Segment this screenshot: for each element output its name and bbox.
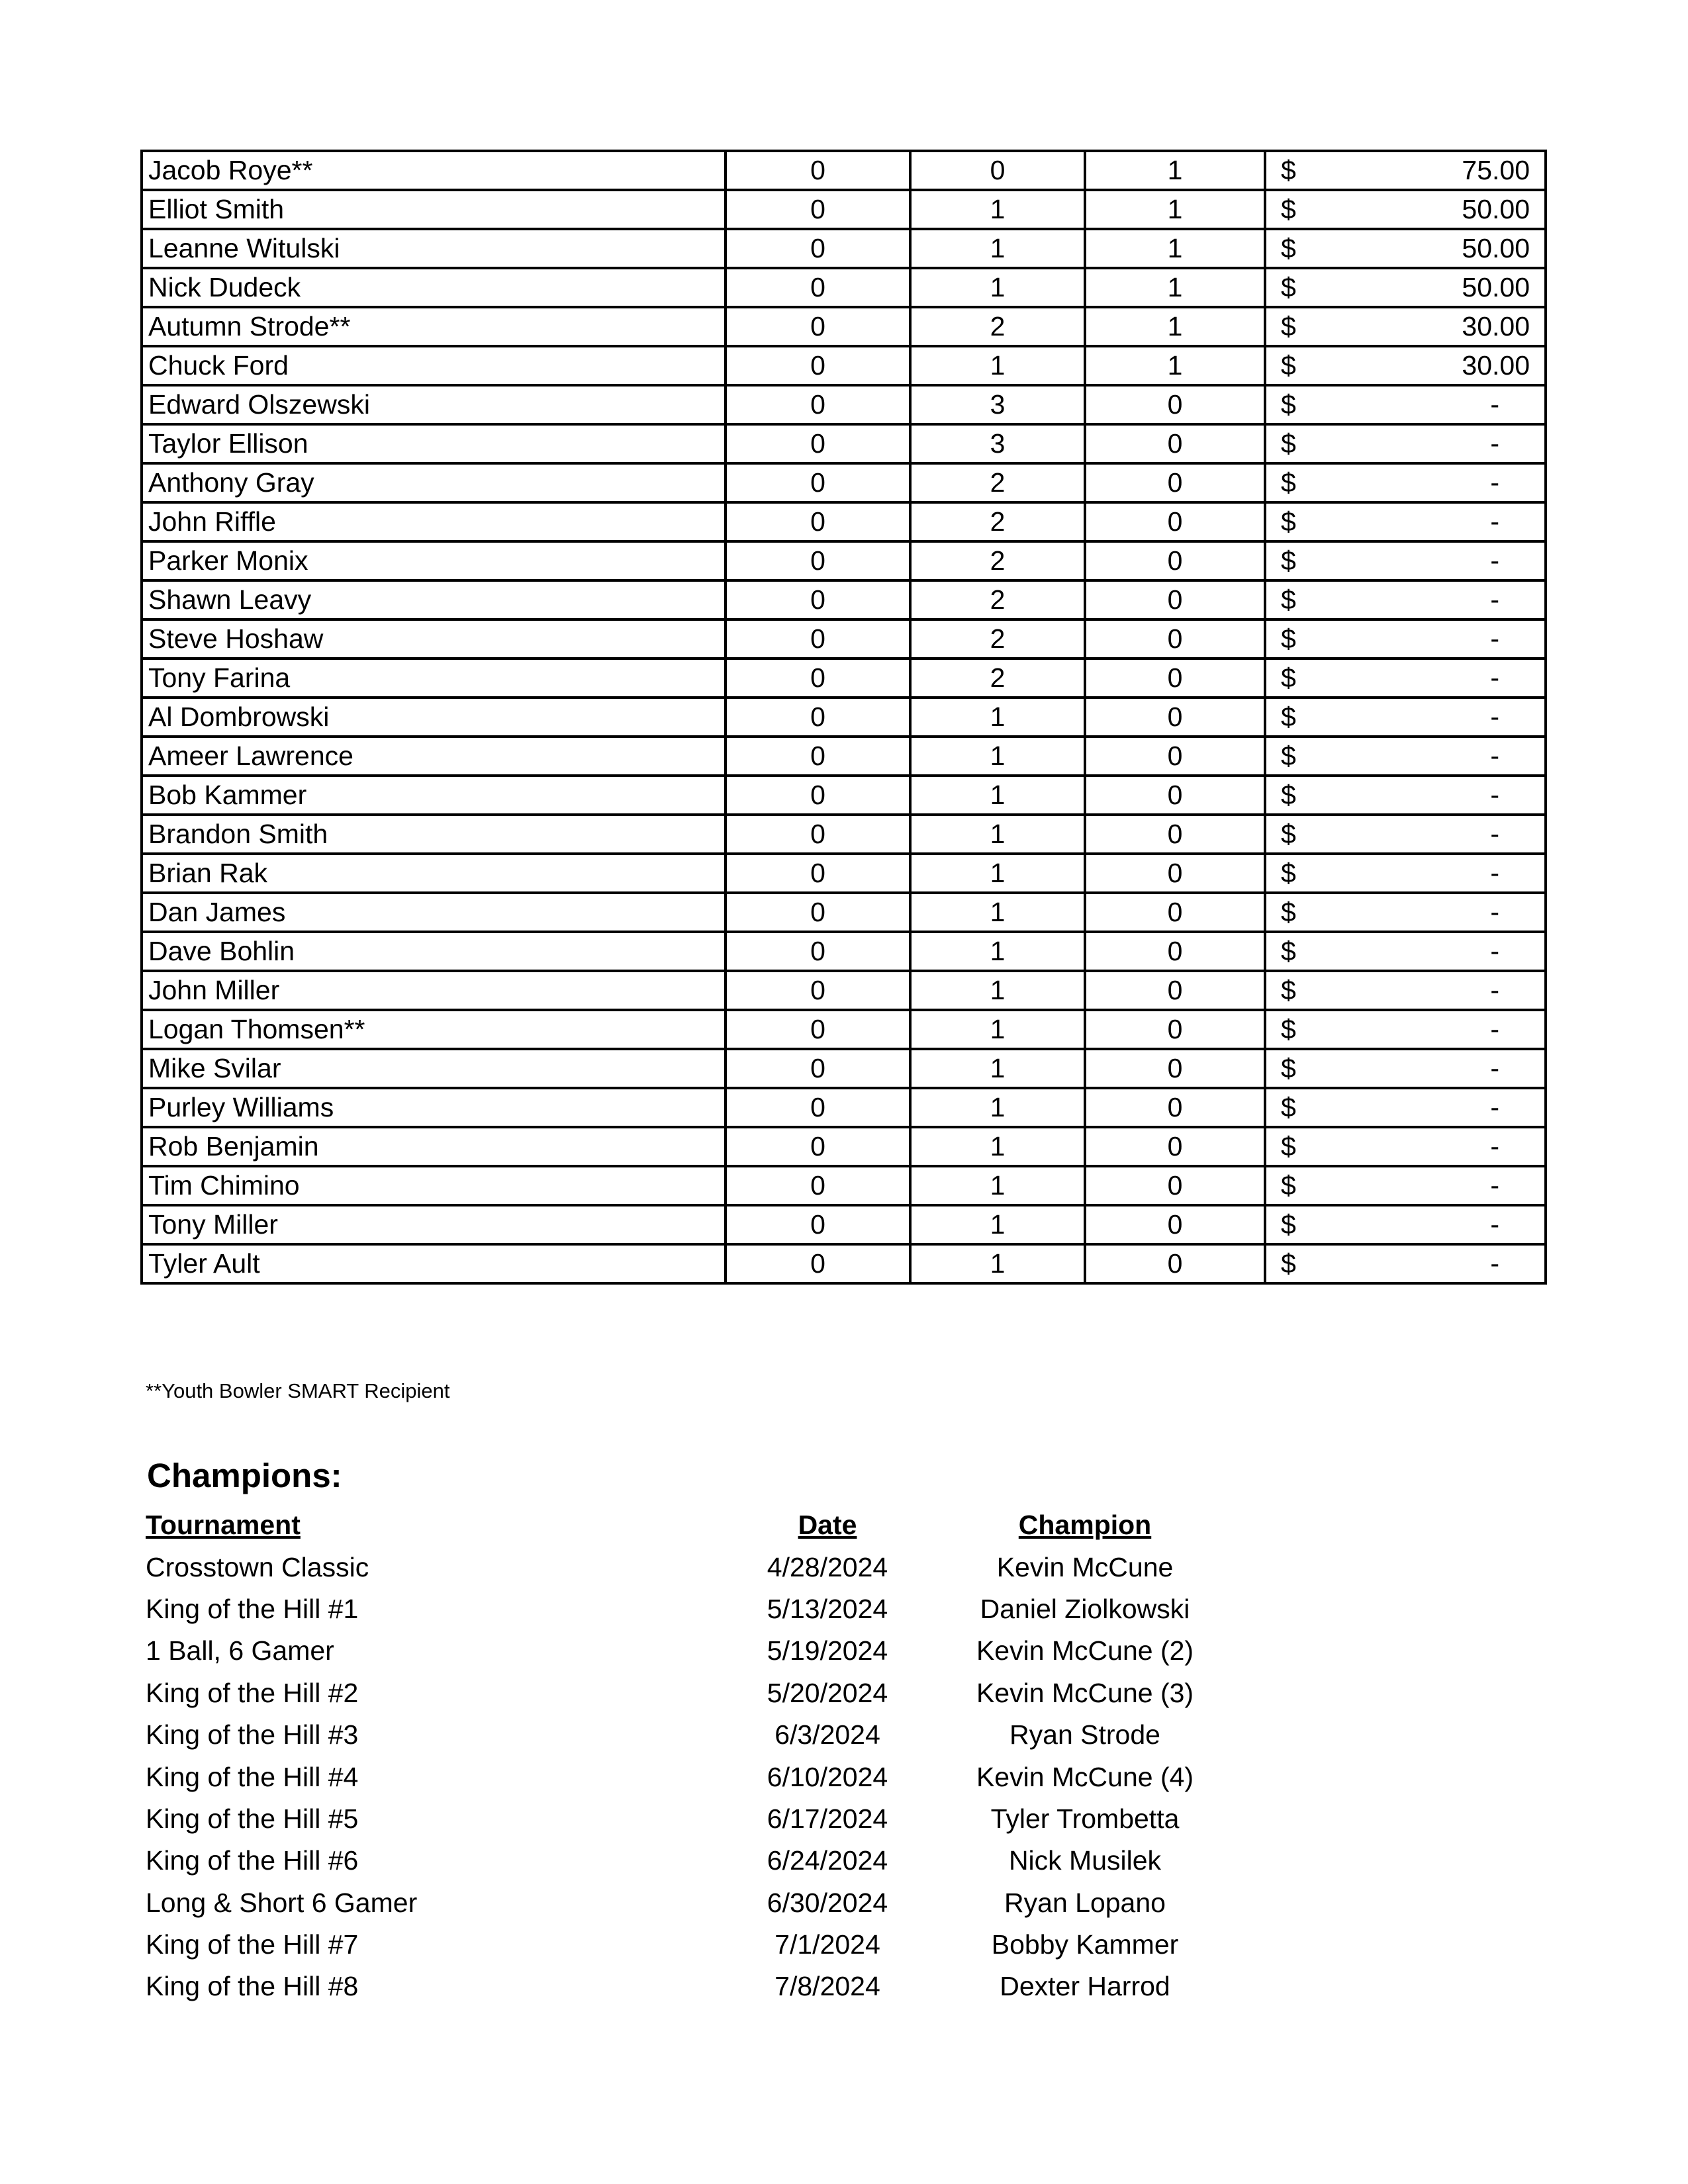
champion-name: Kevin McCune (4)	[976, 1761, 1194, 1792]
table-row	[142, 1049, 1546, 1088]
count-col-1: 0	[726, 1088, 910, 1127]
amount-value: 30.00	[1462, 350, 1530, 381]
amount-cell	[1265, 737, 1546, 776]
amount-cell	[1265, 619, 1546, 659]
table-row	[142, 893, 1546, 932]
amount-value: 30.00	[1462, 311, 1530, 341]
amount-value: -	[1490, 389, 1499, 420]
table-row	[142, 815, 1546, 854]
count-col-3: 0	[1085, 815, 1265, 854]
champion-row	[146, 1756, 1260, 1797]
amount-value: -	[1490, 1209, 1499, 1240]
table-row	[142, 151, 1546, 190]
amount-cell	[1265, 190, 1546, 229]
amount-cell	[1265, 1166, 1546, 1205]
table-row	[142, 619, 1546, 659]
currency-symbol: $	[1281, 1014, 1296, 1044]
amount-cell	[1265, 893, 1546, 932]
table-row	[142, 190, 1546, 229]
table-row	[142, 463, 1546, 502]
count-col-2: 1	[910, 893, 1085, 932]
count-col-1: 0	[726, 502, 910, 541]
count-col-3: 1	[1085, 307, 1265, 346]
bowler-name: Tim Chimino	[142, 1166, 726, 1205]
amount-value: -	[1490, 1092, 1499, 1122]
bowler-name: John Riffle	[142, 502, 726, 541]
count-col-3: 0	[1085, 659, 1265, 698]
count-col-3: 0	[1085, 502, 1265, 541]
table-row	[142, 229, 1546, 268]
count-col-3: 0	[1085, 424, 1265, 463]
amount-value: -	[1490, 1170, 1499, 1201]
count-col-2: 1	[910, 854, 1085, 893]
count-col-3: 0	[1085, 619, 1265, 659]
count-col-1: 0	[726, 424, 910, 463]
currency-symbol: $	[1281, 194, 1296, 224]
bowler-name: Steve Hoshaw	[142, 619, 726, 659]
tournament-date: 7/8/2024	[774, 1971, 880, 2002]
champion-row	[146, 1546, 1260, 1588]
champion-row	[146, 1882, 1260, 1924]
count-col-1: 0	[726, 1127, 910, 1166]
bowler-name: Elliot Smith	[142, 190, 726, 229]
bowler-name: Autumn Strode**	[142, 307, 726, 346]
bowler-name: Tyler Ault	[142, 1244, 726, 1283]
tournament-date: 6/24/2024	[767, 1845, 888, 1876]
count-col-1: 0	[726, 307, 910, 346]
tournament-name: King of the Hill #3	[146, 1719, 359, 1751]
count-col-2: 3	[910, 424, 1085, 463]
count-col-3: 0	[1085, 541, 1265, 580]
champions-header-row	[146, 1504, 1260, 1546]
bowler-name: Jacob Roye**	[142, 151, 726, 190]
amount-value: -	[1490, 584, 1499, 615]
champion-name: Kevin McCune (3)	[976, 1677, 1194, 1708]
amount-value: 50.00	[1462, 194, 1530, 224]
table-row	[142, 776, 1546, 815]
amount-value: -	[1490, 936, 1499, 966]
count-col-1: 0	[726, 893, 910, 932]
currency-symbol: $	[1281, 1131, 1296, 1161]
champion-name: Kevin McCune (2)	[976, 1635, 1194, 1666]
amount-cell	[1265, 1049, 1546, 1088]
count-col-1: 0	[726, 151, 910, 190]
count-col-1: 0	[726, 737, 910, 776]
count-col-3: 0	[1085, 1088, 1265, 1127]
count-col-2: 1	[910, 932, 1085, 971]
champion-name: Ryan Strode	[1009, 1719, 1160, 1751]
amount-value: -	[1490, 897, 1499, 927]
count-col-2: 2	[910, 463, 1085, 502]
count-col-1: 0	[726, 463, 910, 502]
count-col-3: 0	[1085, 1127, 1265, 1166]
count-col-3: 1	[1085, 190, 1265, 229]
amount-cell	[1265, 541, 1546, 580]
table-row	[142, 1127, 1546, 1166]
count-col-1: 0	[726, 1010, 910, 1049]
bowler-name: Al Dombrowski	[142, 698, 726, 737]
amount-cell	[1265, 424, 1546, 463]
bowler-name: Tony Miller	[142, 1205, 726, 1244]
champions-table	[146, 1504, 1260, 2008]
count-col-1: 0	[726, 268, 910, 307]
amount-value: -	[1490, 975, 1499, 1005]
count-col-3: 0	[1085, 971, 1265, 1010]
count-col-1: 0	[726, 698, 910, 737]
count-col-2: 1	[910, 776, 1085, 815]
champion-name: Ryan Lopano	[1004, 1887, 1166, 1918]
count-col-2: 1	[910, 737, 1085, 776]
count-col-3: 0	[1085, 1166, 1265, 1205]
amount-value: -	[1490, 1131, 1499, 1161]
count-col-3: 0	[1085, 776, 1265, 815]
currency-symbol: $	[1281, 467, 1296, 498]
count-col-1: 0	[726, 541, 910, 580]
currency-symbol: $	[1281, 662, 1296, 693]
currency-symbol: $	[1281, 311, 1296, 341]
bowler-name: Purley Williams	[142, 1088, 726, 1127]
amount-value: -	[1490, 506, 1499, 537]
currency-symbol: $	[1281, 545, 1296, 576]
count-col-2: 3	[910, 385, 1085, 424]
champion-name: Tyler Trombetta	[990, 1803, 1180, 1834]
amount-value: -	[1490, 780, 1499, 810]
count-col-1: 0	[726, 815, 910, 854]
count-col-3: 0	[1085, 1205, 1265, 1244]
amount-value: -	[1490, 819, 1499, 849]
tournament-name: King of the Hill #7	[146, 1929, 359, 1960]
currency-symbol: $	[1281, 506, 1296, 537]
count-col-3: 0	[1085, 385, 1265, 424]
count-col-2: 2	[910, 502, 1085, 541]
count-col-3: 1	[1085, 268, 1265, 307]
count-col-2: 1	[910, 346, 1085, 385]
table-row	[142, 502, 1546, 541]
count-col-2: 0	[910, 151, 1085, 190]
header-date: Date	[798, 1510, 857, 1541]
amount-value: -	[1490, 741, 1499, 771]
tournament-date: 5/13/2024	[767, 1593, 888, 1624]
table-row	[142, 1088, 1546, 1127]
tournament-date: 5/19/2024	[767, 1635, 888, 1666]
table-row	[142, 659, 1546, 698]
count-col-2: 1	[910, 190, 1085, 229]
currency-symbol: $	[1281, 1170, 1296, 1201]
table-row	[142, 385, 1546, 424]
tournament-date: 6/3/2024	[774, 1719, 880, 1751]
count-col-1: 0	[726, 1244, 910, 1283]
count-col-1: 0	[726, 229, 910, 268]
tournament-name: 1 Ball, 6 Gamer	[146, 1635, 334, 1666]
champions-heading: Champions:	[147, 1457, 342, 1494]
champion-name: Bobby Kammer	[991, 1929, 1179, 1960]
count-col-1: 0	[726, 932, 910, 971]
amount-value: -	[1490, 702, 1499, 732]
bowler-name: Leanne Witulski	[142, 229, 726, 268]
count-col-2: 1	[910, 1244, 1085, 1283]
count-col-1: 0	[726, 580, 910, 619]
count-col-3: 0	[1085, 463, 1265, 502]
table-row	[142, 424, 1546, 463]
count-col-3: 0	[1085, 893, 1265, 932]
tournament-date: 6/30/2024	[767, 1887, 888, 1918]
amount-cell	[1265, 815, 1546, 854]
tournament-name: King of the Hill #2	[146, 1677, 359, 1708]
tournament-date: 7/1/2024	[774, 1929, 880, 1960]
champion-row	[146, 1798, 1260, 1840]
bowler-name: Logan Thomsen**	[142, 1010, 726, 1049]
amount-value: -	[1490, 1014, 1499, 1044]
tournament-name: Long & Short 6 Gamer	[146, 1887, 418, 1918]
bowler-name: Rob Benjamin	[142, 1127, 726, 1166]
amount-value: -	[1490, 428, 1499, 459]
bowler-name: Edward Olszewski	[142, 385, 726, 424]
bowler-name: Dave Bohlin	[142, 932, 726, 971]
count-col-3: 0	[1085, 1049, 1265, 1088]
table-row	[142, 698, 1546, 737]
count-col-3: 0	[1085, 1244, 1265, 1283]
count-col-1: 0	[726, 619, 910, 659]
currency-symbol: $	[1281, 741, 1296, 771]
champion-name: Kevin McCune	[996, 1551, 1174, 1582]
table-row	[142, 1244, 1546, 1283]
champion-name: Nick Musilek	[1008, 1845, 1162, 1876]
count-col-2: 1	[910, 229, 1085, 268]
amount-cell	[1265, 151, 1546, 190]
bowler-name: Brian Rak	[142, 854, 726, 893]
bowler-name: Bob Kammer	[142, 776, 726, 815]
table-row	[142, 1205, 1546, 1244]
champion-row	[146, 1630, 1260, 1672]
tournament-date: 6/17/2024	[767, 1803, 888, 1834]
bowler-name: John Miller	[142, 971, 726, 1010]
count-col-2: 1	[910, 1088, 1085, 1127]
currency-symbol: $	[1281, 1248, 1296, 1279]
currency-symbol: $	[1281, 389, 1296, 420]
champion-row	[146, 1714, 1260, 1756]
count-col-2: 2	[910, 307, 1085, 346]
count-col-2: 1	[910, 698, 1085, 737]
count-col-3: 0	[1085, 580, 1265, 619]
bowler-name: Anthony Gray	[142, 463, 726, 502]
champion-row	[146, 1924, 1260, 1966]
tournament-name: Crosstown Classic	[146, 1551, 369, 1582]
currency-symbol: $	[1281, 350, 1296, 381]
count-col-1: 0	[726, 776, 910, 815]
count-col-1: 0	[726, 385, 910, 424]
amount-value: 50.00	[1462, 272, 1530, 302]
amount-cell	[1265, 580, 1546, 619]
count-col-2: 1	[910, 268, 1085, 307]
table-row	[142, 346, 1546, 385]
bowler-name: Parker Monix	[142, 541, 726, 580]
champion-row	[146, 1588, 1260, 1630]
amount-cell	[1265, 346, 1546, 385]
currency-symbol: $	[1281, 1092, 1296, 1122]
bowler-name: Nick Dudeck	[142, 268, 726, 307]
bowler-name: Chuck Ford	[142, 346, 726, 385]
currency-symbol: $	[1281, 975, 1296, 1005]
currency-symbol: $	[1281, 272, 1296, 302]
amount-cell	[1265, 463, 1546, 502]
champion-name: Daniel Ziolkowski	[980, 1593, 1190, 1624]
table-row	[142, 854, 1546, 893]
bowler-name: Brandon Smith	[142, 815, 726, 854]
amount-value: -	[1490, 467, 1499, 498]
amount-value: 75.00	[1462, 155, 1530, 185]
table-row	[142, 1166, 1546, 1205]
count-col-1: 0	[726, 971, 910, 1010]
count-col-2: 2	[910, 659, 1085, 698]
amount-value: -	[1490, 623, 1499, 654]
count-col-1: 0	[726, 346, 910, 385]
amount-cell	[1265, 776, 1546, 815]
amount-cell	[1265, 385, 1546, 424]
champion-name: Dexter Harrod	[1000, 1971, 1170, 2002]
count-col-2: 1	[910, 1127, 1085, 1166]
amount-cell	[1265, 1127, 1546, 1166]
count-col-1: 0	[726, 190, 910, 229]
amount-cell	[1265, 502, 1546, 541]
count-col-3: 0	[1085, 737, 1265, 776]
currency-symbol: $	[1281, 819, 1296, 849]
count-col-2: 2	[910, 619, 1085, 659]
count-col-1: 0	[726, 659, 910, 698]
amount-cell	[1265, 971, 1546, 1010]
amount-value: -	[1490, 858, 1499, 888]
standings-body	[142, 151, 1546, 1283]
table-row	[142, 580, 1546, 619]
table-row	[142, 268, 1546, 307]
count-col-1: 0	[726, 1049, 910, 1088]
bowler-name: Ameer Lawrence	[142, 737, 726, 776]
count-col-2: 1	[910, 1166, 1085, 1205]
bowler-name: Tony Farina	[142, 659, 726, 698]
amount-cell	[1265, 1088, 1546, 1127]
tournament-name: King of the Hill #8	[146, 1971, 359, 2002]
currency-symbol: $	[1281, 1053, 1296, 1083]
count-col-2: 1	[910, 815, 1085, 854]
tournament-name: King of the Hill #6	[146, 1845, 359, 1876]
bowler-name: Taylor Ellison	[142, 424, 726, 463]
tournament-name: King of the Hill #5	[146, 1803, 359, 1834]
currency-symbol: $	[1281, 155, 1296, 185]
table-row	[142, 971, 1546, 1010]
currency-symbol: $	[1281, 858, 1296, 888]
count-col-3: 1	[1085, 229, 1265, 268]
amount-cell	[1265, 1205, 1546, 1244]
amount-cell	[1265, 307, 1546, 346]
footnote: **Youth Bowler SMART Recipient	[146, 1379, 450, 1402]
bowler-name: Mike Svilar	[142, 1049, 726, 1088]
bowler-name: Dan James	[142, 893, 726, 932]
bowler-name: Shawn Leavy	[142, 580, 726, 619]
table-row	[142, 737, 1546, 776]
amount-value: 50.00	[1462, 233, 1530, 263]
count-col-3: 0	[1085, 932, 1265, 971]
header-tournament: Tournament	[146, 1510, 301, 1541]
tournament-date: 5/20/2024	[767, 1677, 888, 1708]
count-col-3: 0	[1085, 1010, 1265, 1049]
amount-cell	[1265, 1244, 1546, 1283]
champion-row	[146, 1672, 1260, 1714]
count-col-1: 0	[726, 1166, 910, 1205]
count-col-3: 0	[1085, 698, 1265, 737]
champion-row	[146, 1966, 1260, 2007]
amount-cell	[1265, 659, 1546, 698]
currency-symbol: $	[1281, 1209, 1296, 1240]
champion-row	[146, 1840, 1260, 1882]
currency-symbol: $	[1281, 897, 1296, 927]
tournament-date: 4/28/2024	[767, 1551, 888, 1582]
count-col-1: 0	[726, 854, 910, 893]
count-col-2: 2	[910, 541, 1085, 580]
amount-cell	[1265, 1010, 1546, 1049]
count-col-2: 1	[910, 1010, 1085, 1049]
tournament-name: King of the Hill #4	[146, 1761, 359, 1792]
currency-symbol: $	[1281, 936, 1296, 966]
table-row	[142, 541, 1546, 580]
currency-symbol: $	[1281, 623, 1296, 654]
count-col-2: 1	[910, 1049, 1085, 1088]
currency-symbol: $	[1281, 780, 1296, 810]
amount-cell	[1265, 698, 1546, 737]
tournament-date: 6/10/2024	[767, 1761, 888, 1792]
champions-body	[146, 1546, 1260, 2007]
count-col-2: 2	[910, 580, 1085, 619]
amount-value: -	[1490, 1053, 1499, 1083]
table-row	[142, 932, 1546, 971]
currency-symbol: $	[1281, 233, 1296, 263]
amount-cell	[1265, 932, 1546, 971]
amount-cell	[1265, 229, 1546, 268]
amount-value: -	[1490, 545, 1499, 576]
tournament-name: King of the Hill #1	[146, 1593, 359, 1624]
amount-value: -	[1490, 1248, 1499, 1279]
amount-cell	[1265, 268, 1546, 307]
currency-symbol: $	[1281, 428, 1296, 459]
currency-symbol: $	[1281, 584, 1296, 615]
count-col-2: 1	[910, 1205, 1085, 1244]
currency-symbol: $	[1281, 702, 1296, 732]
table-row	[142, 307, 1546, 346]
count-col-3: 1	[1085, 151, 1265, 190]
amount-cell	[1265, 854, 1546, 893]
count-col-3: 0	[1085, 854, 1265, 893]
header-champion: Champion	[1018, 1510, 1152, 1541]
count-col-1: 0	[726, 1205, 910, 1244]
standings-table	[140, 150, 1547, 1285]
amount-value: -	[1490, 662, 1499, 693]
count-col-2: 1	[910, 971, 1085, 1010]
table-row	[142, 1010, 1546, 1049]
count-col-3: 1	[1085, 346, 1265, 385]
